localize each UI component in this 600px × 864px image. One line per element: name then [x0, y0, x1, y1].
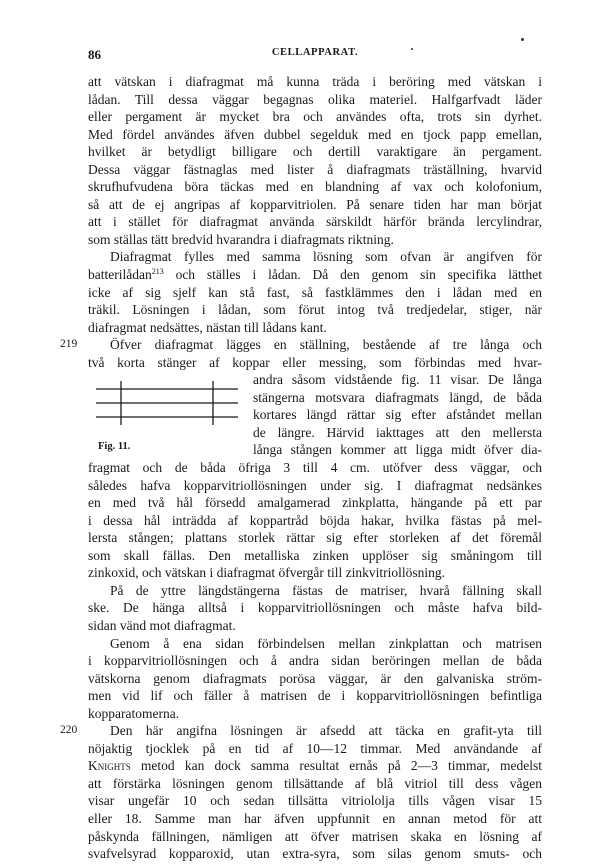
text-fragment: metod kan dock samma resultat ernås på 2—3 timmar, medelst: [130, 758, 542, 774]
text-fragment: Den här angifna lösningen är afsedd att täcka en grafit-yta till: [110, 723, 542, 739]
paragraph: [88, 248, 542, 336]
paragraph: [88, 635, 542, 723]
text-line: som ställas tätt bredvid hvarandra i diafragmats riktning.: [88, 231, 394, 247]
text-line: stängerna motsvara diafragmats längd, de båda: [253, 389, 542, 405]
text-line: fragmat och de båda öfriga 3 till 4 cm. utöfver dess väggar, och: [88, 460, 542, 476]
running-title: CELLAPPARAT.: [271, 47, 359, 58]
text-line: [60, 336, 542, 354]
text-line: eller pergament är mycket bra och användes ofta, trots sin dyrhet.: [88, 109, 542, 125]
text-line: svafvelsyrad kopparoxid, utan extra-syra, som silas genom smuts- och: [88, 846, 542, 862]
page-header: [88, 47, 542, 63]
scan-speck: [411, 48, 413, 50]
paragraph-219: [60, 336, 542, 582]
text-fragment: batterilådan: [88, 267, 152, 283]
text-line: [88, 266, 542, 284]
text-line: vätskorna genom diafragmats porösa väggar, är den galvaniska ström-: [88, 670, 542, 686]
figure-11: [88, 371, 248, 466]
text-line: lersta stången; plattans storlek rättar sig efter storleken af det föremål: [88, 530, 542, 546]
paragraph: [88, 73, 542, 248]
text-line: zinkoxid, och vätskan i diafragmat öfvergår till zinkvitriollösning.: [88, 565, 446, 581]
text-line: i dessa hål inträdda af koppartråd böjda hakar, hvilka fästas på mel-: [88, 512, 542, 528]
text-line: att i stället för diafragmat använda särskildt härför brända lercylindrar,: [88, 214, 542, 230]
text-line: men vid lif och fäller å matrisen de i kopparvitriollösningen befintliga: [88, 688, 542, 704]
text-line: sidan vänd mot diafragmat.: [88, 617, 236, 633]
body-text: [60, 73, 542, 863]
text-line: Med fördel användes äfven dubbel segelduk med en tjock papp emellan,: [88, 126, 542, 142]
text-line: Genom å ena sidan förbindelsen mellan zinkplattan och matrisen: [110, 635, 542, 651]
text-fragment: och ställes i lådan. Då den genom sin specifika lätthet: [163, 267, 542, 283]
text-line: kopparatomerna.: [88, 705, 180, 721]
text-line: Dessa väggar fästnaglas med lister å diafragmats träställning, hvarvid: [88, 161, 542, 177]
text-line: de längre. Härvid iakttages att den mellersta: [253, 424, 542, 440]
text-line: att vätskan i diafragmat må kunna träda i beröring med vätskan i: [88, 74, 542, 89]
text-line: så att de ej angripas af kopparvitriolen. På senare tiden har man börjat: [88, 196, 542, 212]
text-line: påskynda fällningen, nämligen att öfver matrisen skaka en lösning af: [88, 828, 542, 844]
text-line: [88, 757, 542, 775]
text-line: således hafva kopparvitriollösningen under sig. I diafragmat nedsänkes: [88, 477, 542, 493]
text-line: långa stången kommer att ligga midt öfver dia-: [253, 442, 542, 458]
text-fragment: Öfver diafragmat lägges en ställning, bestående af tre långa och: [110, 337, 542, 353]
text-line: att förstärka lösningen genom tillsättande af blå vitriol till dess vågen: [88, 775, 542, 791]
text-line: i kopparvitriollösningen och å andra sidan beröringen mellan de båda: [88, 653, 542, 669]
paragraph: [88, 582, 542, 635]
text-line: kortares längd rättar sig efter afståndet mellan: [253, 407, 542, 423]
text-line: två korta stänger af koppar eller messing, som förbindas med hvar-: [88, 354, 542, 370]
text-line: hvilket är betydligt billigare och dertill varaktigare än pergament.: [88, 144, 542, 160]
text-line: lådan. Till dessa väggar begagnas olika materiel. Halfgarfvadt läder: [88, 91, 542, 107]
figure-caption: Fig. 11.: [98, 441, 131, 453]
text-line: som skall fällas. Den metalliska zinken upplöser sig småningom till: [88, 547, 542, 563]
footnote-reference: 213: [151, 267, 164, 277]
text-line: diafragmat nedsättes, nästan till lådans kant.: [88, 319, 327, 335]
text-line: träkil. Lösningen i lådan, som förut intog två tredjedelar, stiger, när: [88, 302, 542, 318]
margin-paragraph-number: 219: [60, 338, 78, 351]
text-line: [60, 722, 542, 740]
author-name: Knights: [88, 758, 131, 774]
rod-frame-diagram: [88, 379, 248, 439]
paragraph-220: [60, 722, 542, 862]
text-line: skrufhufvudena böra täckas med en blandning af vax och kolofonium,: [88, 179, 542, 195]
text-line: Diafragmat fylles med samma lösning som ofvan är angifven för: [110, 249, 542, 265]
text-line: en med två hål försedd amalgamerad zinkplatta, hängande på ett par: [88, 495, 542, 511]
text-line: eller 18. Samme man har äfven uppfunnit en annan metod för att: [88, 810, 542, 826]
text-line: På de yttre längdstängerna fästas de matriser, hvarå fällning skall: [110, 582, 542, 598]
scan-speck: [521, 38, 524, 41]
page-number: 86: [88, 47, 101, 62]
text-line: nöjaktig tjocklek på en tid af 10—12 timmar. Med användande af: [88, 740, 542, 756]
text-line: icke af sig sjelf kan stå fast, så fastklämmes den i lådan med en: [88, 284, 542, 300]
margin-paragraph-number: 220: [60, 724, 78, 737]
text-line: ske. De hänga alltså i kopparvitriollösningen och måste hafva bild-: [88, 600, 542, 616]
text-line: visar ungefär 10 och sedan tillsätta vitriololja tills vågen visar 15: [88, 793, 542, 809]
text-line: andra såsom vidstående fig. 11 visar. De långa: [253, 372, 542, 388]
